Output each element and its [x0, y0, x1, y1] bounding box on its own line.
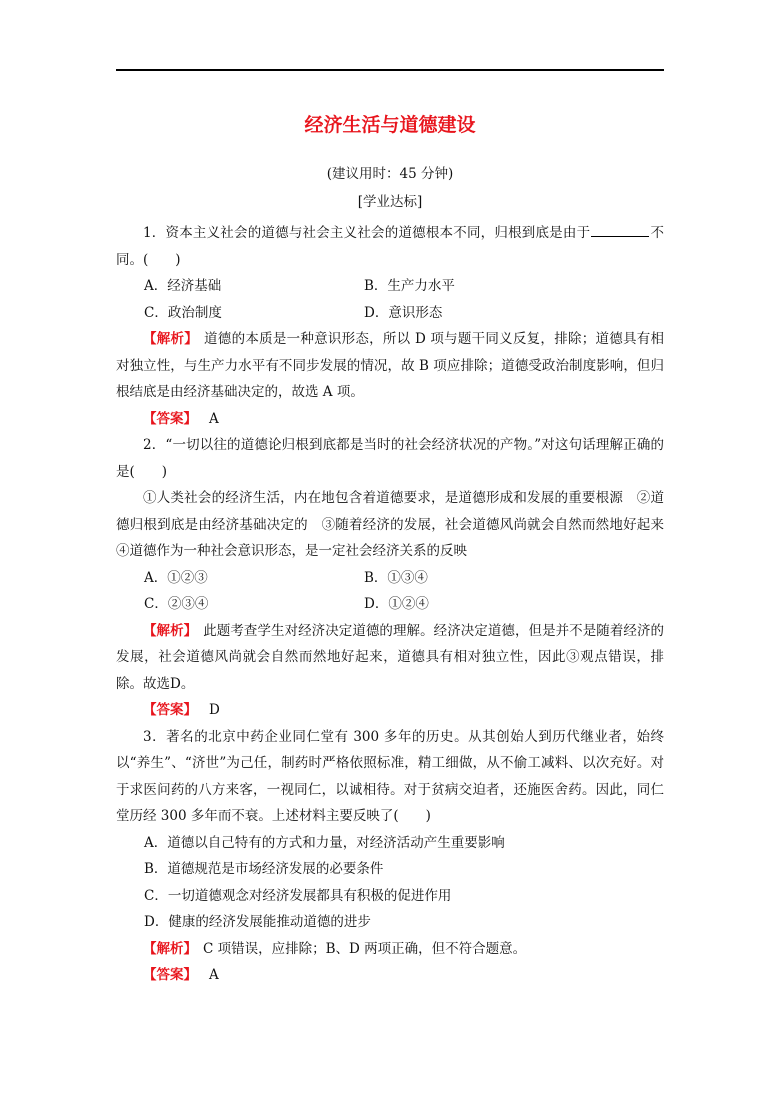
option-d: D．①②④	[364, 596, 429, 612]
question-2-options	[116, 565, 664, 618]
question-1-answer: 【答案】 A	[143, 410, 219, 427]
page-title: 经济生活与道德建设	[304, 114, 476, 136]
question-3-stem: 3．著名的北京中药企业同仁堂有 300 多年的历史。从其创始人到历代继业者，始终以“养生”、“济世”为己任，制药时严格依照标准，精工细做，从不偷工减料、以次充好。对于求医问药的八方来客，一视同仁，以诚相待。对于贫病交迫者，还施医舍药。因此，同仁堂历经 300 多年而不衰。上述材料主要反映了( )	[116, 728, 664, 824]
question-2-stem: 2．“一切以往的道德论归根到底都是当时的社会经济状况的产物。”对这句话理解正确的是( )	[116, 437, 664, 480]
question-1-stem: 1．资本主义社会的道德与社会主义社会的道德根本不同，归根到底是由于 不同。( )	[116, 220, 664, 273]
option-b: B．道德规范是市场经济发展的必要条件	[144, 861, 384, 877]
option-d: D．意识形态	[364, 304, 443, 321]
question-3-analysis: 【解析】 C 项错误，应排除；B、D 两项正确，但不符合题意。	[143, 940, 527, 957]
question-2-statements: ①人类社会的经济生活，内在地包含着道德要求，是道德形成和发展的重要根源 ②道德归根到底是由经济基础决定的 ③随着经济的发展，社会道德风尚就会自然而然地好起来 ④道德作为一种社会意识形态，是一定社会经济关系的反映	[116, 490, 678, 559]
answer-tag: 【答案】	[143, 410, 197, 427]
time-hint: (建议用时：45 分钟)	[326, 166, 454, 182]
question-2	[116, 432, 678, 724]
option-b: B．①③④	[364, 569, 428, 586]
section-label: [学业达标]	[357, 194, 423, 210]
fill-blank	[591, 222, 649, 237]
analysis-tag: 【解析】	[143, 940, 197, 957]
question-1-options	[116, 273, 664, 326]
answer-tag: 【答案】	[143, 967, 197, 983]
option-c: C．一切道德观念对经济发展都具有积极的促进作用	[144, 887, 452, 904]
analysis-tag: 【解析】	[143, 331, 199, 347]
question-1	[116, 220, 664, 432]
option-b: B．生产力水平	[364, 278, 455, 294]
option-c: C．政治制度	[144, 304, 222, 321]
question-2-answer: 【答案】 D	[143, 702, 220, 718]
analysis-tag: 【解析】	[143, 622, 198, 639]
question-3-options	[116, 830, 664, 936]
option-c: C．②③④	[144, 596, 209, 612]
answer-tag: 【答案】	[143, 702, 197, 718]
option-a: A．经济基础	[144, 278, 222, 294]
question-2-analysis: 【解析】 此题考查学生对经济决定道德的理解。经济决定道德，但是并不是随着经济的发展，社会道德风尚就会自然而然地好起来，道德具有相对独立性，因此③观点错误，排除。故选D。	[116, 622, 665, 692]
option-d: D．健康的经济发展能推动道德的进步	[144, 914, 371, 930]
question-3-answer: 【答案】 A	[143, 967, 219, 983]
header-rule	[116, 69, 664, 71]
option-a: A．道德以自己特有的方式和力量，对经济活动产生重要影响	[144, 834, 505, 851]
option-a: A．①②③	[144, 569, 208, 586]
document-body	[116, 108, 678, 989]
question-1-analysis: 【解析】 道德的本质是一种意识形态，所以 D 项与题干同义反复，排除；道德具有相对独立性，与生产力水平有不同步发展的情况，故 B 项应排除；道德受政治制度影响，但归根结底是由经济基础决定的，故选 A 项。	[116, 331, 665, 400]
question-3	[116, 724, 664, 989]
